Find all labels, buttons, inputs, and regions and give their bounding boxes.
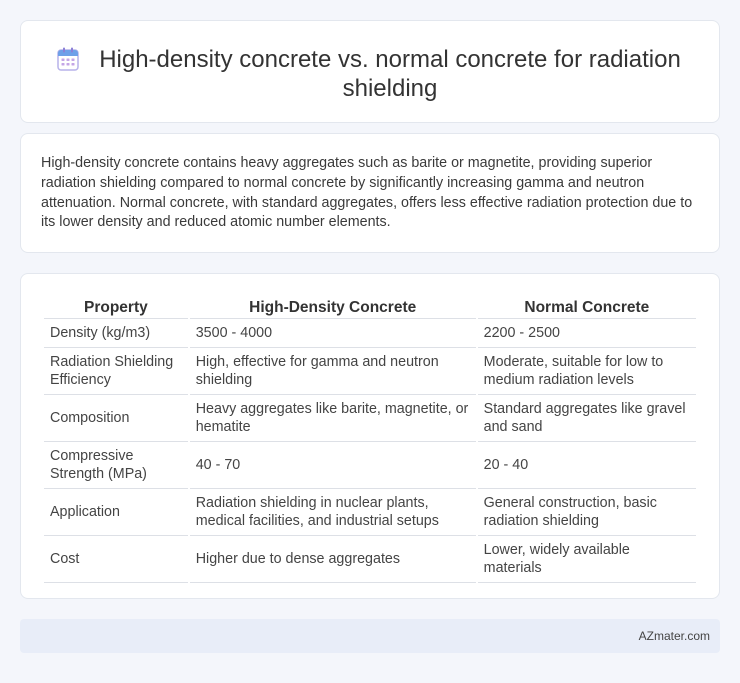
intro-paragraph: High-density concrete contains heavy aggregates such as barite or magnetite, providing superior radiation shielding compared to normal concrete by significantly increasing gamma and neutron attenuation. Normal concrete, with standard aggregates, offers less effective radiation protection due to its lower density and reduced atomic number elements. — [41, 155, 693, 231]
header-normal: Normal Concrete — [478, 295, 696, 319]
title-row — [21, 45, 719, 103]
comparison-table — [42, 295, 698, 583]
cell-normal: 2200 - 2500 — [478, 319, 696, 348]
cell-normal: Lower, widely available materials — [478, 536, 696, 583]
cell-high-density: High, effective for gamma and neutron shielding — [190, 348, 476, 395]
cell-property: Radiation Shielding Efficiency — [44, 348, 188, 395]
cell-property: Density (kg/m3) — [44, 319, 188, 348]
cell-property: Cost — [44, 536, 188, 583]
page-title: High-density concrete vs. normal concrete for radiation shielding — [99, 46, 681, 102]
cell-property: Compressive Strength (MPa) — [44, 442, 188, 489]
table-header-row — [44, 295, 696, 319]
cell-high-density: Radiation shielding in nuclear plants, medical facilities, and industrial setups — [190, 489, 476, 536]
footer-bar — [20, 619, 720, 653]
cell-normal: Moderate, suitable for low to medium radiation levels — [478, 348, 696, 395]
calendar-icon — [57, 47, 79, 71]
table-row — [44, 442, 696, 489]
header-property: Property — [44, 295, 188, 319]
table-row — [44, 348, 696, 395]
cell-property: Application — [44, 489, 188, 536]
cell-high-density: Heavy aggregates like barite, magnetite, or hematite — [190, 395, 476, 442]
cell-normal: Standard aggregates like gravel and sand — [478, 395, 696, 442]
table-row — [44, 489, 696, 536]
cell-high-density: 40 - 70 — [190, 442, 476, 489]
cell-high-density: Higher due to dense aggregates — [190, 536, 476, 583]
cell-property: Composition — [44, 395, 188, 442]
cell-high-density: 3500 - 4000 — [190, 319, 476, 348]
table-row — [44, 319, 696, 348]
footer-brand-link[interactable]: AZmater.com — [638, 629, 710, 643]
intro-card — [20, 133, 720, 253]
cell-normal: 20 - 40 — [478, 442, 696, 489]
cell-normal: General construction, basic radiation shielding — [478, 489, 696, 536]
header-high-density: High-Density Concrete — [190, 295, 476, 319]
title-card — [20, 20, 720, 123]
table-row — [44, 536, 696, 583]
table-row — [44, 395, 696, 442]
